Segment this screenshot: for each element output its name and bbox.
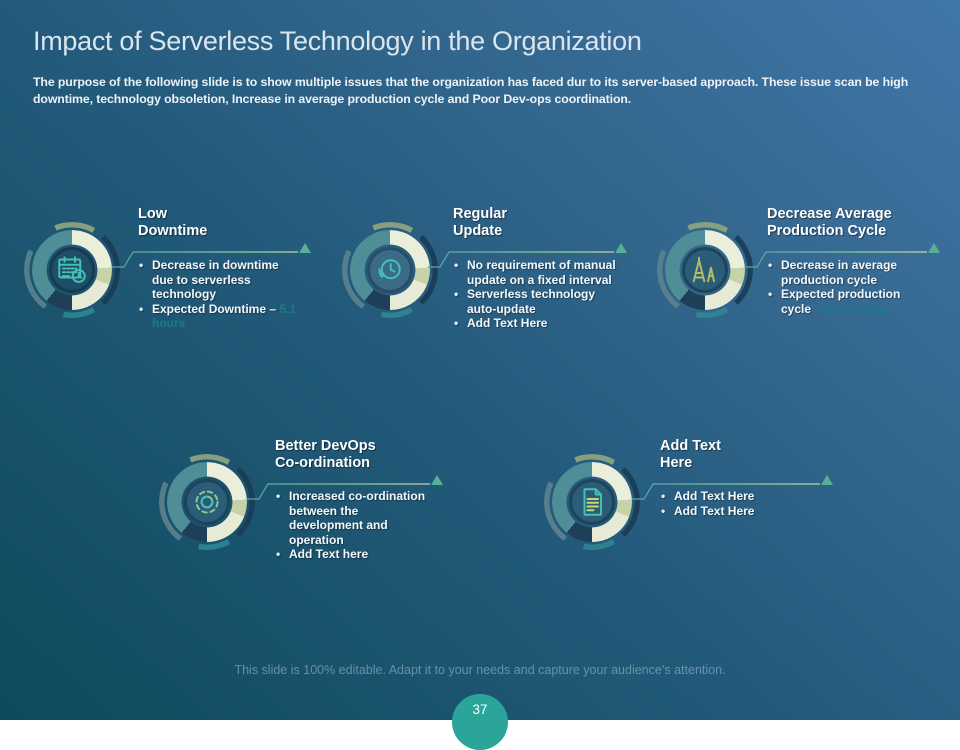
item-bullets — [138, 258, 298, 331]
donut-add-text — [544, 454, 640, 550]
arrow-up-icon — [299, 243, 311, 253]
bullet-item: • Serverless technology auto-update — [453, 287, 623, 316]
donut-core — [569, 479, 615, 525]
page-number-badge: 37 — [452, 694, 508, 750]
arrow-up-icon — [821, 475, 833, 485]
item-heading: Add Text Here — [660, 438, 721, 471]
gear-icon — [189, 484, 225, 520]
bullet-item: • Expected Downtime – 5.1 hours — [138, 302, 298, 331]
donut-low-downtime — [24, 222, 120, 318]
donut-core — [367, 247, 413, 293]
item-bullets — [275, 489, 433, 562]
bullet-item: • Expected production cycle – 4-5 months — [767, 287, 929, 316]
item-heading: Better DevOps Co-ordination — [275, 438, 376, 471]
item-heading: Decrease Average Production Cycle — [767, 206, 892, 239]
bullet-item: • No requirement of manual update on a fixed interval — [453, 258, 623, 287]
bullet-item: • Add Text Here — [453, 316, 623, 331]
bullet-item: • Add Text Here — [660, 489, 810, 504]
bullet-item: • Decrease in downtime due to serverless technology — [138, 258, 298, 302]
production-rig-icon — [687, 252, 723, 288]
calendar-clock-icon — [54, 252, 90, 288]
donut-regular-update — [342, 222, 438, 318]
bullet-item: • Decrease in average production cycle — [767, 258, 929, 287]
item-bullets — [767, 258, 929, 316]
donut-core — [184, 479, 230, 525]
donut-production-cycle — [657, 222, 753, 318]
donut-core — [682, 247, 728, 293]
page-title: Impact of Serverless Technology in the Organization — [33, 26, 642, 56]
editable-note: This slide is 100% editable. Adapt it to your needs and capture your audience’s attention. — [234, 663, 726, 677]
item-bullets — [453, 258, 623, 331]
item-bullets — [660, 489, 810, 518]
clock-refresh-icon — [372, 252, 408, 288]
arrow-up-icon — [615, 243, 627, 253]
bullet-item: • Increased co-ordination between the development and operation — [275, 489, 433, 547]
slide-subtitle: The purpose of the following slide is to show multiple issues that the organization has faced dur to its server-based approach. These issue scan be high downtime, technology obsoletion, Increase in average production cycle and Poor Dev-ops coordination. — [33, 75, 909, 106]
arrow-up-icon — [431, 475, 443, 485]
donut-devops — [159, 454, 255, 550]
bullet-item: • Add Text Here — [660, 504, 810, 519]
arrow-up-icon — [928, 243, 940, 253]
item-heading: Low Downtime — [138, 206, 208, 239]
donut-core — [49, 247, 95, 293]
bullet-item: • Add Text here — [275, 547, 433, 562]
item-heading: Regular Update — [453, 206, 507, 239]
document-icon — [574, 484, 610, 520]
